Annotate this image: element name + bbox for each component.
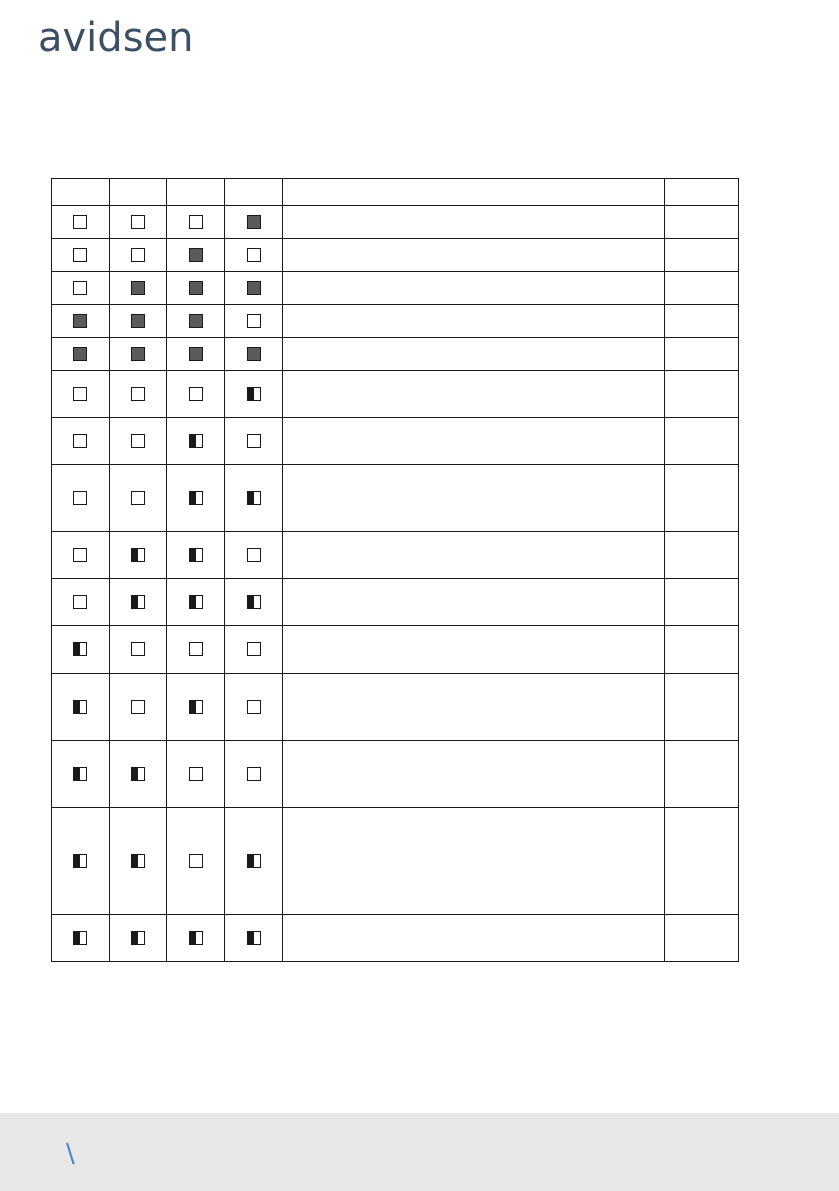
led-blink-icon xyxy=(73,642,87,656)
led-on-icon xyxy=(73,314,87,328)
header-description xyxy=(282,179,665,206)
led-blink-icon xyxy=(189,595,203,609)
row-value xyxy=(665,206,739,239)
row-description xyxy=(282,206,665,239)
led-cell xyxy=(167,371,225,418)
led-cell xyxy=(52,418,110,465)
row-value xyxy=(665,674,739,741)
led-off-icon xyxy=(131,642,145,656)
table-row xyxy=(52,741,739,808)
led-blink-icon xyxy=(247,491,261,505)
led-blink-icon xyxy=(131,854,145,868)
led-off-icon xyxy=(73,387,87,401)
row-value xyxy=(665,239,739,272)
row-description xyxy=(282,239,665,272)
led-cell xyxy=(52,674,110,741)
led-blink-icon xyxy=(247,931,261,945)
page-mark: \ xyxy=(66,1139,75,1169)
led-cell xyxy=(225,206,283,239)
led-cell xyxy=(167,626,225,674)
led-blink-icon xyxy=(131,931,145,945)
table-row xyxy=(52,465,739,532)
led-cell xyxy=(167,418,225,465)
row-description xyxy=(282,626,665,674)
led-cell xyxy=(167,305,225,338)
led-off-icon xyxy=(247,248,261,262)
row-description xyxy=(282,808,665,915)
led-blink-icon xyxy=(247,387,261,401)
table-row xyxy=(52,626,739,674)
row-value xyxy=(665,532,739,579)
led-cell xyxy=(167,272,225,305)
led-blink-icon xyxy=(189,491,203,505)
led-off-icon xyxy=(131,248,145,262)
table-row xyxy=(52,808,739,915)
led-cell xyxy=(52,465,110,532)
led-cell xyxy=(109,626,167,674)
led-on-icon xyxy=(131,314,145,328)
led-off-icon xyxy=(73,548,87,562)
led-blink-icon xyxy=(189,931,203,945)
led-cell xyxy=(167,741,225,808)
led-on-icon xyxy=(247,347,261,361)
table-row xyxy=(52,206,739,239)
led-off-icon xyxy=(189,387,203,401)
led-cell xyxy=(225,626,283,674)
led-cell xyxy=(167,808,225,915)
led-cell xyxy=(52,272,110,305)
led-off-icon xyxy=(247,548,261,562)
table-row xyxy=(52,239,739,272)
led-cell xyxy=(225,674,283,741)
led-cell xyxy=(167,579,225,626)
led-cell xyxy=(225,465,283,532)
led-cell xyxy=(109,338,167,371)
table-row xyxy=(52,418,739,465)
led-cell xyxy=(52,808,110,915)
table-row xyxy=(52,915,739,962)
led-off-icon xyxy=(247,700,261,714)
row-description xyxy=(282,338,665,371)
table-row xyxy=(52,371,739,418)
avidsen-logo: avidsen xyxy=(38,15,194,61)
led-cell xyxy=(225,371,283,418)
led-off-icon xyxy=(189,767,203,781)
led-blink-icon xyxy=(189,548,203,562)
led-cell xyxy=(167,239,225,272)
led-off-icon xyxy=(189,854,203,868)
led-cell xyxy=(109,674,167,741)
led-cell xyxy=(52,626,110,674)
led-cell xyxy=(225,305,283,338)
led-cell xyxy=(52,579,110,626)
led-cell xyxy=(225,741,283,808)
led-on-icon xyxy=(247,281,261,295)
table-header-row xyxy=(52,179,739,206)
led-cell xyxy=(167,206,225,239)
led-cell xyxy=(109,305,167,338)
led-off-icon xyxy=(73,595,87,609)
led-cell xyxy=(225,418,283,465)
led-off-icon xyxy=(247,767,261,781)
led-cell xyxy=(109,741,167,808)
led-cell xyxy=(109,532,167,579)
header-led-4 xyxy=(225,179,283,206)
led-on-icon xyxy=(131,347,145,361)
row-description xyxy=(282,532,665,579)
led-cell xyxy=(52,305,110,338)
led-on-icon xyxy=(189,347,203,361)
led-blink-icon xyxy=(247,595,261,609)
led-off-icon xyxy=(247,642,261,656)
led-cell xyxy=(225,808,283,915)
page-footer xyxy=(0,1113,839,1191)
row-description xyxy=(282,418,665,465)
led-blink-icon xyxy=(131,548,145,562)
led-off-icon xyxy=(189,215,203,229)
led-cell xyxy=(109,465,167,532)
row-value xyxy=(665,626,739,674)
table-row xyxy=(52,579,739,626)
led-cell xyxy=(225,532,283,579)
led-cell xyxy=(52,206,110,239)
table-row xyxy=(52,272,739,305)
led-on-icon xyxy=(247,215,261,229)
led-off-icon xyxy=(73,215,87,229)
led-cell xyxy=(225,915,283,962)
led-blink-icon xyxy=(247,854,261,868)
row-value xyxy=(665,915,739,962)
led-cell xyxy=(109,371,167,418)
led-off-icon xyxy=(131,434,145,448)
led-on-icon xyxy=(189,281,203,295)
led-on-icon xyxy=(131,281,145,295)
row-value xyxy=(665,272,739,305)
row-value xyxy=(665,305,739,338)
led-cell xyxy=(109,418,167,465)
led-blink-icon xyxy=(73,931,87,945)
led-cell xyxy=(52,239,110,272)
led-off-icon xyxy=(247,434,261,448)
led-blink-icon xyxy=(73,767,87,781)
led-cell xyxy=(52,532,110,579)
row-description xyxy=(282,915,665,962)
table-row xyxy=(52,532,739,579)
led-cell xyxy=(109,915,167,962)
led-blink-icon xyxy=(131,595,145,609)
row-value xyxy=(665,579,739,626)
led-cell xyxy=(167,915,225,962)
row-value xyxy=(665,741,739,808)
led-off-icon xyxy=(131,387,145,401)
table-row xyxy=(52,674,739,741)
header-led-3 xyxy=(167,179,225,206)
led-cell xyxy=(167,674,225,741)
table-body xyxy=(52,206,739,962)
led-off-icon xyxy=(131,491,145,505)
led-cell xyxy=(225,239,283,272)
led-cell xyxy=(167,532,225,579)
led-cell xyxy=(225,579,283,626)
led-cell xyxy=(109,206,167,239)
row-description xyxy=(282,371,665,418)
row-value xyxy=(665,808,739,915)
row-description xyxy=(282,272,665,305)
led-cell xyxy=(52,915,110,962)
led-off-icon xyxy=(73,491,87,505)
led-cell xyxy=(225,272,283,305)
led-blink-icon xyxy=(73,854,87,868)
row-value xyxy=(665,338,739,371)
led-off-icon xyxy=(131,215,145,229)
header-value xyxy=(665,179,739,206)
led-on-icon xyxy=(73,347,87,361)
led-cell xyxy=(52,741,110,808)
led-off-icon xyxy=(73,434,87,448)
row-description xyxy=(282,741,665,808)
led-cell xyxy=(109,808,167,915)
led-cell xyxy=(109,272,167,305)
led-cell xyxy=(52,338,110,371)
row-value xyxy=(665,418,739,465)
led-cell xyxy=(52,371,110,418)
table-row xyxy=(52,305,739,338)
led-on-icon xyxy=(189,248,203,262)
led-off-icon xyxy=(131,700,145,714)
led-off-icon xyxy=(73,248,87,262)
led-cell xyxy=(109,239,167,272)
led-cell xyxy=(167,465,225,532)
row-value xyxy=(665,465,739,532)
header-led-2 xyxy=(109,179,167,206)
led-blink-icon xyxy=(131,767,145,781)
row-description xyxy=(282,465,665,532)
led-status-table xyxy=(51,178,739,962)
row-description xyxy=(282,305,665,338)
row-description xyxy=(282,579,665,626)
led-cell xyxy=(109,579,167,626)
led-off-icon xyxy=(247,314,261,328)
table-row xyxy=(52,338,739,371)
led-blink-icon xyxy=(73,700,87,714)
led-off-icon xyxy=(189,642,203,656)
row-description xyxy=(282,674,665,741)
header-led-1 xyxy=(52,179,110,206)
led-off-icon xyxy=(73,281,87,295)
row-value xyxy=(665,371,739,418)
led-cell xyxy=(225,338,283,371)
led-on-icon xyxy=(189,314,203,328)
led-blink-icon xyxy=(189,700,203,714)
led-cell xyxy=(167,338,225,371)
led-blink-icon xyxy=(189,434,203,448)
